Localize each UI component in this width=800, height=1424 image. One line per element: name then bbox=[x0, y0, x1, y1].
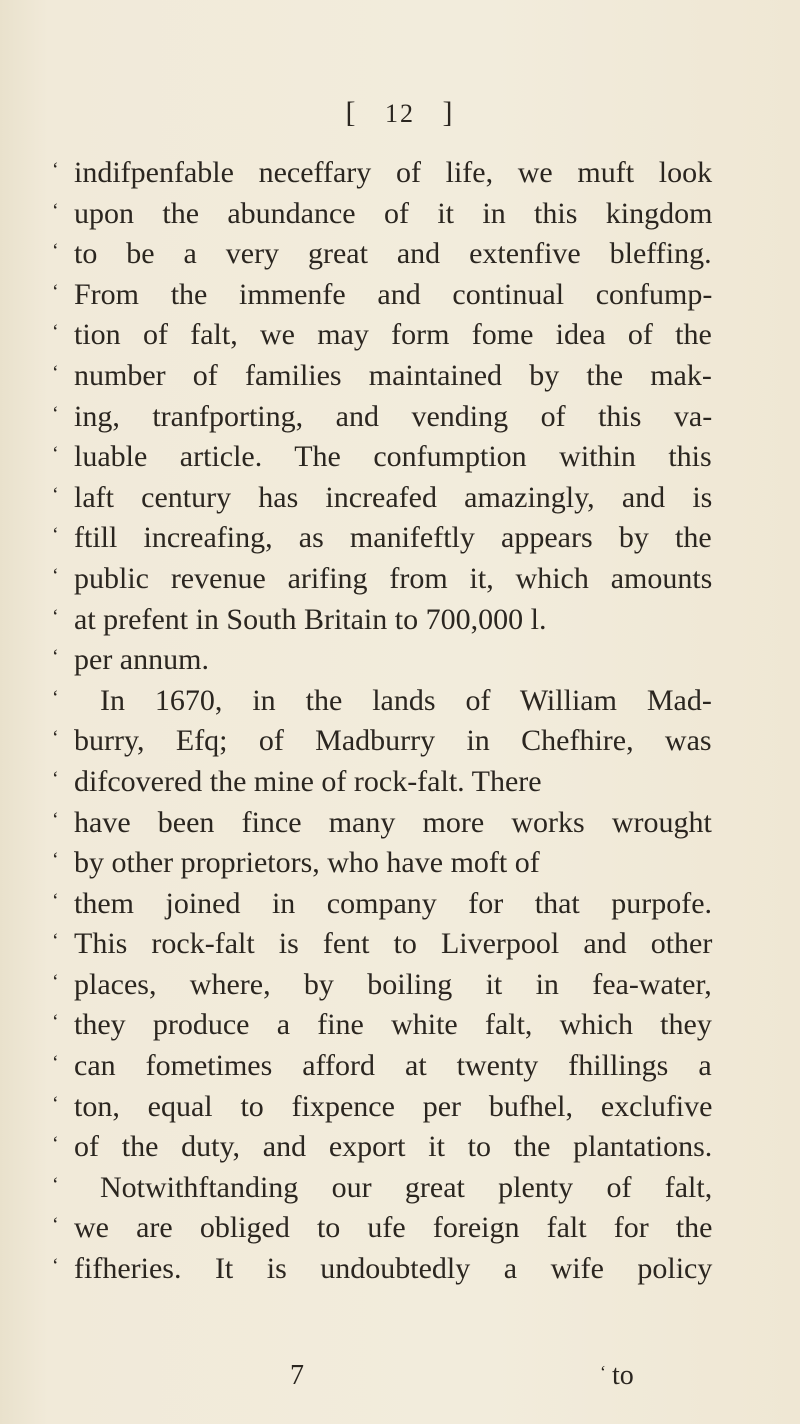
quote-mark: ‘ bbox=[52, 970, 59, 993]
line-text: of the duty, and export it to the plantations. bbox=[74, 1130, 713, 1164]
line-text: places, where, by boiling it in fea-water, bbox=[74, 967, 712, 1001]
line-text: upon the abundance of it in this kingdom bbox=[74, 196, 713, 230]
line-text: have been fince many more works wrought bbox=[74, 805, 712, 839]
line-text: to be a very great and extenfive bleffing. bbox=[74, 237, 712, 271]
quote-mark: ‘ bbox=[52, 280, 59, 303]
line-text: difcovered the mine of rock-falt. There bbox=[74, 764, 542, 798]
text-line bbox=[52, 1043, 712, 1084]
line-text: ing, tranfporting, and vending of this va- bbox=[74, 399, 713, 433]
page-number: 12 bbox=[385, 99, 415, 128]
text-line bbox=[52, 962, 712, 1003]
page-header bbox=[0, 96, 800, 130]
quote-mark: ‘ bbox=[52, 605, 59, 628]
quote-mark: ‘ bbox=[52, 443, 59, 466]
line-text: From the immenfe and continual confump- bbox=[74, 277, 713, 311]
line-text: number of families maintained by the mak- bbox=[74, 358, 712, 392]
signature-mark: 7 bbox=[290, 1360, 304, 1391]
quote-mark: ‘ bbox=[52, 483, 59, 506]
header-close-bracket: ] bbox=[442, 96, 455, 129]
text-line bbox=[52, 718, 712, 759]
quote-mark: ‘ bbox=[52, 564, 59, 587]
quote-mark: ‘ bbox=[52, 646, 59, 669]
quote-mark: ‘ bbox=[52, 686, 59, 709]
quote-mark: ‘ bbox=[52, 808, 59, 831]
quote-mark: ‘ bbox=[52, 1255, 59, 1278]
text-line bbox=[52, 759, 712, 800]
line-text: by other proprietors, who have moft of bbox=[74, 846, 540, 880]
text-line bbox=[52, 312, 712, 353]
body-text bbox=[52, 150, 712, 1287]
quote-mark: ‘ bbox=[52, 1092, 59, 1115]
quote-mark: ‘ bbox=[52, 767, 59, 790]
page-footer bbox=[0, 1360, 800, 1400]
catchword bbox=[600, 1360, 634, 1392]
quote-mark: ‘ bbox=[52, 402, 59, 425]
text-line bbox=[52, 353, 712, 394]
quote-mark: ‘ bbox=[52, 240, 59, 263]
text-line bbox=[52, 1124, 712, 1165]
line-text: laft century has increafed amazingly, and is bbox=[74, 480, 713, 514]
text-line bbox=[52, 556, 712, 597]
quote-mark: ‘ bbox=[52, 1011, 59, 1034]
quote-mark: ‘ bbox=[52, 889, 59, 912]
line-text: indifpenfable neceffary of life, we muft look bbox=[74, 156, 713, 189]
line-text: they produce a fine white falt, which they bbox=[74, 1008, 712, 1042]
text-line bbox=[52, 394, 712, 435]
line-text: public revenue arifing from it, which amounts bbox=[74, 561, 713, 595]
line-text: luable article. The confumption within this bbox=[74, 440, 712, 474]
text-line bbox=[52, 1002, 712, 1043]
text-line bbox=[52, 272, 712, 313]
quote-mark: ‘ bbox=[52, 361, 59, 384]
line-text: This rock-falt is fent to Liverpool and other bbox=[74, 927, 713, 961]
line-text: at prefent in South Britain to 700,000 l. bbox=[74, 602, 547, 636]
quote-mark: ‘ bbox=[52, 727, 59, 750]
quote-mark: ‘ bbox=[52, 199, 59, 222]
line-text: we are obliged to ufe foreign falt for the bbox=[74, 1211, 713, 1245]
line-text: tion of falt, we may form fome idea of the bbox=[74, 318, 712, 352]
text-line bbox=[52, 637, 712, 678]
line-text: fifheries. It is undoubtedly a wife policy bbox=[74, 1252, 713, 1286]
quote-mark: ‘ bbox=[52, 849, 59, 872]
text-line bbox=[52, 434, 712, 475]
text-line bbox=[52, 475, 712, 516]
quote-mark: ‘ bbox=[52, 1214, 59, 1237]
line-text: ftill increafing, as manifeftly appears by the bbox=[74, 521, 712, 555]
line-text: them joined in company for that purpofe. bbox=[74, 886, 713, 920]
quote-mark: ‘ bbox=[52, 524, 59, 547]
text-line bbox=[52, 881, 712, 922]
text-line bbox=[52, 921, 712, 962]
header-open-bracket: [ bbox=[345, 96, 358, 129]
text-line bbox=[52, 191, 712, 232]
catchword-text: to bbox=[612, 1360, 634, 1391]
text-line bbox=[52, 1246, 712, 1287]
text-line bbox=[52, 597, 712, 638]
line-text: per annum. bbox=[74, 643, 209, 677]
line-text: Notwithftanding our great plenty of falt, bbox=[100, 1170, 713, 1204]
line-text: In 1670, in the lands of William Mad- bbox=[100, 683, 712, 717]
text-line bbox=[52, 678, 712, 719]
quote-mark: ‘ bbox=[52, 1133, 59, 1156]
catchword-quote-mark: ‘ bbox=[600, 1362, 606, 1382]
text-line bbox=[52, 840, 712, 881]
quote-mark: ‘ bbox=[52, 159, 59, 181]
quote-mark: ‘ bbox=[52, 1052, 59, 1075]
text-line bbox=[52, 231, 712, 272]
quote-mark: ‘ bbox=[52, 321, 59, 344]
text-line bbox=[52, 1165, 712, 1206]
quote-mark: ‘ bbox=[52, 1173, 59, 1196]
line-text: can fometimes afford at twenty fhillings a bbox=[74, 1049, 712, 1083]
text-line bbox=[52, 1084, 712, 1125]
line-text: ton, equal to fixpence per bufhel, exclufive bbox=[74, 1089, 713, 1123]
text-line bbox=[52, 800, 712, 841]
quote-mark: ‘ bbox=[52, 930, 59, 953]
text-line bbox=[52, 1205, 712, 1246]
line-text: burry, Efq; of Madburry in Chefhire, was bbox=[74, 724, 712, 758]
text-line bbox=[52, 515, 712, 556]
text-line bbox=[52, 150, 712, 191]
